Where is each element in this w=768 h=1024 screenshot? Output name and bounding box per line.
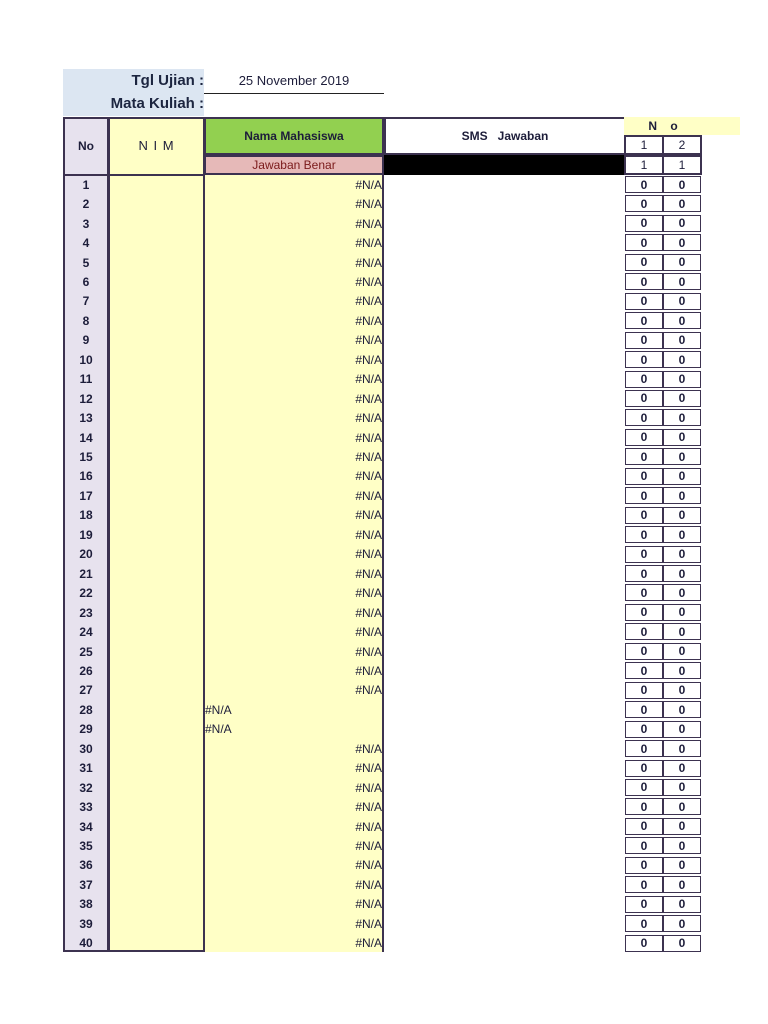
answer-score-cell[interactable]: 0 xyxy=(663,682,701,699)
table-row xyxy=(63,700,703,719)
answer-score-cell[interactable]: 0 xyxy=(663,429,701,446)
answer-score-cell[interactable]: 0 xyxy=(663,623,701,640)
answer-score-cell[interactable]: 0 xyxy=(625,623,663,640)
answer-score-cell[interactable]: 0 xyxy=(625,390,663,407)
answer-score-cell[interactable]: 0 xyxy=(663,935,701,952)
answer-score-cell[interactable]: 0 xyxy=(625,818,663,835)
row-number: 28 xyxy=(79,702,93,717)
row-number: 13 xyxy=(79,411,93,426)
table-row xyxy=(63,545,703,564)
question-number-2: 2 xyxy=(662,135,702,155)
row-number: 39 xyxy=(79,916,93,931)
row-number: 38 xyxy=(79,897,93,912)
table-row xyxy=(63,720,703,739)
row-number: 18 xyxy=(79,508,93,523)
table-row xyxy=(63,408,703,427)
answer-score-cell[interactable]: 0 xyxy=(625,546,663,563)
table-row xyxy=(63,875,703,894)
student-name-cell[interactable]: #N/A xyxy=(355,274,382,289)
row-number: 27 xyxy=(79,683,93,698)
row-number: 12 xyxy=(79,391,93,406)
answer-score-cell[interactable]: 0 xyxy=(625,312,663,329)
student-name-cell[interactable]: #N/A xyxy=(355,411,382,426)
answer-score-cell[interactable]: 0 xyxy=(625,896,663,913)
row-number: 26 xyxy=(79,663,93,678)
answer-score-cell[interactable]: 0 xyxy=(663,604,701,621)
row-number: 16 xyxy=(79,469,93,484)
student-name-cell[interactable]: #N/A xyxy=(355,333,382,348)
answer-key-value-2: 1 xyxy=(662,155,702,175)
answer-score-cell[interactable]: 0 xyxy=(663,662,701,679)
answer-score-cell[interactable]: 0 xyxy=(663,798,701,815)
student-name-cell[interactable]: #N/A xyxy=(355,761,382,776)
answer-score-cell[interactable]: 0 xyxy=(663,760,701,777)
answer-score-cell[interactable]: 0 xyxy=(625,409,663,426)
student-name-cell[interactable]: #N/A xyxy=(355,566,382,581)
course-label: Mata Kuliah : xyxy=(110,95,204,112)
answer-key-label: Jawaban Benar xyxy=(204,155,384,175)
answer-score-cell[interactable]: 0 xyxy=(663,448,701,465)
row-number: 23 xyxy=(79,605,93,620)
row-number: 24 xyxy=(79,625,93,640)
table-row xyxy=(63,914,703,933)
answer-score-cell[interactable]: 0 xyxy=(625,760,663,777)
table-row xyxy=(63,778,703,797)
row-number: 2 xyxy=(82,197,90,212)
student-name-cell[interactable]: #N/A xyxy=(355,450,382,465)
table-row xyxy=(63,370,703,389)
answer-key-sms xyxy=(384,155,626,175)
student-name-cell[interactable]: #N/A xyxy=(355,255,382,270)
answer-score-cell[interactable]: 0 xyxy=(625,682,663,699)
row-number: 9 xyxy=(82,333,90,348)
sms-header: SMS Jawaban xyxy=(384,117,626,155)
answer-score-cell[interactable]: 0 xyxy=(625,701,663,718)
answer-score-cell[interactable]: 0 xyxy=(663,584,701,601)
answer-score-cell[interactable]: 0 xyxy=(625,468,663,485)
row-number: 19 xyxy=(79,527,93,542)
student-name-cell[interactable]: #N/A xyxy=(355,936,382,951)
row-number: 8 xyxy=(82,313,90,328)
answer-score-cell[interactable]: 0 xyxy=(625,643,663,660)
student-name-cell[interactable]: #N/A xyxy=(355,177,382,192)
table-row xyxy=(63,856,703,875)
answer-score-cell[interactable]: 0 xyxy=(625,176,663,193)
row-number: 35 xyxy=(79,839,93,854)
student-name-cell[interactable]: #N/A xyxy=(355,488,382,503)
table-row xyxy=(63,253,703,272)
row-number: 36 xyxy=(79,858,93,873)
answer-score-cell[interactable]: 0 xyxy=(663,857,701,874)
row-number: 3 xyxy=(82,216,90,231)
answer-score-cell[interactable]: 0 xyxy=(625,351,663,368)
table-row xyxy=(63,311,703,330)
answer-score-cell[interactable]: 0 xyxy=(663,565,701,582)
student-name-cell[interactable]: #N/A xyxy=(355,625,382,640)
table-row xyxy=(63,622,703,641)
table-row xyxy=(63,797,703,816)
answer-score-cell[interactable]: 0 xyxy=(663,254,701,271)
answer-score-cell[interactable]: 0 xyxy=(663,312,701,329)
answer-key-value-1: 1 xyxy=(624,155,664,175)
student-name-cell[interactable]: #N/A xyxy=(205,722,232,737)
answer-score-cell[interactable]: 0 xyxy=(663,818,701,835)
name-header: Nama Mahasiswa xyxy=(204,117,384,155)
table-row xyxy=(63,428,703,447)
answer-score-cell[interactable]: 0 xyxy=(625,254,663,271)
exam-date-label: Tgl Ujian : xyxy=(131,72,204,89)
answer-score-cell[interactable]: 0 xyxy=(625,837,663,854)
answer-score-cell[interactable]: 0 xyxy=(625,526,663,543)
table-row xyxy=(63,739,703,758)
table-row xyxy=(63,525,703,544)
row-number: 33 xyxy=(79,800,93,815)
no-header: No xyxy=(78,138,94,153)
row-number: 4 xyxy=(82,236,90,251)
student-name-cell[interactable]: #N/A xyxy=(355,780,382,795)
table-row xyxy=(63,214,703,233)
student-name-cell[interactable]: #N/A xyxy=(355,858,382,873)
student-name-cell[interactable]: #N/A xyxy=(355,547,382,562)
table-row xyxy=(63,175,703,194)
row-number: 10 xyxy=(79,352,93,367)
answer-score-cell[interactable]: 0 xyxy=(663,526,701,543)
table-row xyxy=(63,272,703,291)
table-row xyxy=(63,895,703,914)
table-row xyxy=(63,603,703,622)
no-group-header: N o xyxy=(648,119,678,133)
student-name-cell[interactable]: #N/A xyxy=(355,839,382,854)
row-number: 30 xyxy=(79,741,93,756)
answer-score-cell[interactable]: 0 xyxy=(625,857,663,874)
table-row xyxy=(63,506,703,525)
table-row xyxy=(63,233,703,252)
answer-score-cell[interactable]: 0 xyxy=(625,565,663,582)
answer-score-cell[interactable]: 0 xyxy=(625,876,663,893)
answer-score-cell[interactable]: 0 xyxy=(663,643,701,660)
student-name-cell[interactable]: #N/A xyxy=(205,702,232,717)
table-row xyxy=(63,467,703,486)
student-name-cell[interactable]: #N/A xyxy=(355,527,382,542)
student-name-cell[interactable]: #N/A xyxy=(355,586,382,601)
table-row xyxy=(63,389,703,408)
answer-score-cell[interactable]: 0 xyxy=(625,487,663,504)
student-name-cell[interactable]: #N/A xyxy=(355,352,382,367)
row-number: 31 xyxy=(79,761,93,776)
row-number: 14 xyxy=(79,430,93,445)
row-number: 25 xyxy=(79,644,93,659)
table-row xyxy=(63,642,703,661)
row-number: 17 xyxy=(79,488,93,503)
answer-score-cell[interactable]: 0 xyxy=(625,935,663,952)
student-name-cell[interactable]: #N/A xyxy=(355,430,382,445)
row-number: 7 xyxy=(82,294,90,309)
answer-score-cell[interactable]: 0 xyxy=(663,176,701,193)
answer-score-cell[interactable]: 0 xyxy=(663,409,701,426)
answer-score-cell[interactable]: 0 xyxy=(625,371,663,388)
answer-score-cell[interactable]: 0 xyxy=(663,468,701,485)
answer-score-cell[interactable]: 0 xyxy=(625,915,663,932)
row-number: 6 xyxy=(82,274,90,289)
answer-score-cell[interactable]: 0 xyxy=(663,195,701,212)
row-number: 21 xyxy=(79,566,93,581)
student-name-cell[interactable]: #N/A xyxy=(355,197,382,212)
student-name-cell[interactable]: #N/A xyxy=(355,663,382,678)
nim-header: N I M xyxy=(138,138,175,153)
table-row xyxy=(63,681,703,700)
answer-score-cell[interactable]: 0 xyxy=(663,507,701,524)
row-number: 29 xyxy=(79,722,93,737)
answer-score-cell[interactable]: 0 xyxy=(663,546,701,563)
table-row xyxy=(63,836,703,855)
student-name-cell[interactable]: #N/A xyxy=(355,800,382,815)
table-row xyxy=(63,486,703,505)
student-name-cell[interactable]: #N/A xyxy=(355,916,382,931)
row-number: 37 xyxy=(79,877,93,892)
student-name-cell[interactable]: #N/A xyxy=(355,877,382,892)
row-number: 15 xyxy=(79,450,93,465)
answer-score-cell[interactable]: 0 xyxy=(625,779,663,796)
answer-score-cell[interactable]: 0 xyxy=(663,215,701,232)
student-name-cell[interactable]: #N/A xyxy=(355,313,382,328)
student-name-cell[interactable]: #N/A xyxy=(355,294,382,309)
row-number: 40 xyxy=(79,936,93,951)
answer-score-cell[interactable]: 0 xyxy=(663,351,701,368)
answer-score-cell[interactable]: 0 xyxy=(625,507,663,524)
answer-score-cell[interactable]: 0 xyxy=(625,273,663,290)
question-number-1: 1 xyxy=(624,135,664,155)
answer-score-cell[interactable]: 0 xyxy=(625,662,663,679)
row-number: 11 xyxy=(79,372,93,387)
answer-score-cell[interactable]: 0 xyxy=(663,234,701,251)
answer-score-cell[interactable]: 0 xyxy=(625,195,663,212)
row-number: 5 xyxy=(82,255,90,270)
student-name-cell[interactable]: #N/A xyxy=(355,741,382,756)
student-name-cell[interactable]: #N/A xyxy=(355,216,382,231)
student-name-cell[interactable]: #N/A xyxy=(355,469,382,484)
table-row xyxy=(63,564,703,583)
table-row xyxy=(63,350,703,369)
answer-score-cell[interactable]: 0 xyxy=(663,721,701,738)
table-row xyxy=(63,817,703,836)
row-number: 22 xyxy=(79,586,93,601)
student-name-cell[interactable]: #N/A xyxy=(355,605,382,620)
answer-score-cell[interactable]: 0 xyxy=(663,273,701,290)
student-name-cell[interactable]: #N/A xyxy=(355,236,382,251)
answer-score-cell[interactable]: 0 xyxy=(625,721,663,738)
student-name-cell[interactable]: #N/A xyxy=(355,508,382,523)
answer-score-cell[interactable]: 0 xyxy=(663,390,701,407)
answer-score-cell[interactable]: 0 xyxy=(663,837,701,854)
student-name-cell[interactable]: #N/A xyxy=(355,819,382,834)
answer-score-cell[interactable]: 0 xyxy=(663,293,701,310)
table-row xyxy=(63,583,703,602)
answer-score-cell[interactable]: 0 xyxy=(663,371,701,388)
table-row xyxy=(63,934,703,953)
answer-score-cell[interactable]: 0 xyxy=(663,915,701,932)
answer-score-cell[interactable]: 0 xyxy=(663,779,701,796)
answer-score-cell[interactable]: 0 xyxy=(625,234,663,251)
answer-score-cell[interactable]: 0 xyxy=(625,448,663,465)
row-number: 32 xyxy=(79,780,93,795)
answer-score-cell[interactable]: 0 xyxy=(663,487,701,504)
exam-date-value[interactable]: 25 November 2019 xyxy=(204,72,384,94)
table-row xyxy=(63,194,703,213)
answer-score-cell[interactable]: 0 xyxy=(663,876,701,893)
student-name-cell[interactable]: #N/A xyxy=(355,372,382,387)
answer-score-cell[interactable]: 0 xyxy=(625,740,663,757)
table-row xyxy=(63,759,703,778)
answer-score-cell[interactable]: 0 xyxy=(625,604,663,621)
answer-score-cell[interactable]: 0 xyxy=(663,896,701,913)
answer-score-cell[interactable]: 0 xyxy=(663,701,701,718)
table-row xyxy=(63,661,703,680)
table-row xyxy=(63,447,703,466)
student-name-cell[interactable]: #N/A xyxy=(355,897,382,912)
answer-score-cell[interactable]: 0 xyxy=(625,293,663,310)
student-name-cell[interactable]: #N/A xyxy=(355,683,382,698)
answer-score-cell[interactable]: 0 xyxy=(625,429,663,446)
answer-score-cell[interactable]: 0 xyxy=(663,740,701,757)
student-name-cell[interactable]: #N/A xyxy=(355,644,382,659)
answer-score-cell[interactable]: 0 xyxy=(663,332,701,349)
row-number: 20 xyxy=(79,547,93,562)
row-number: 1 xyxy=(82,177,90,192)
table-row xyxy=(63,331,703,350)
student-name-cell[interactable]: #N/A xyxy=(355,391,382,406)
answer-score-cell[interactable]: 0 xyxy=(625,798,663,815)
row-number: 34 xyxy=(79,819,93,834)
answer-score-cell[interactable]: 0 xyxy=(625,584,663,601)
table-row xyxy=(63,292,703,311)
answer-score-cell[interactable]: 0 xyxy=(625,215,663,232)
answer-score-cell[interactable]: 0 xyxy=(625,332,663,349)
course-value[interactable] xyxy=(204,95,384,115)
